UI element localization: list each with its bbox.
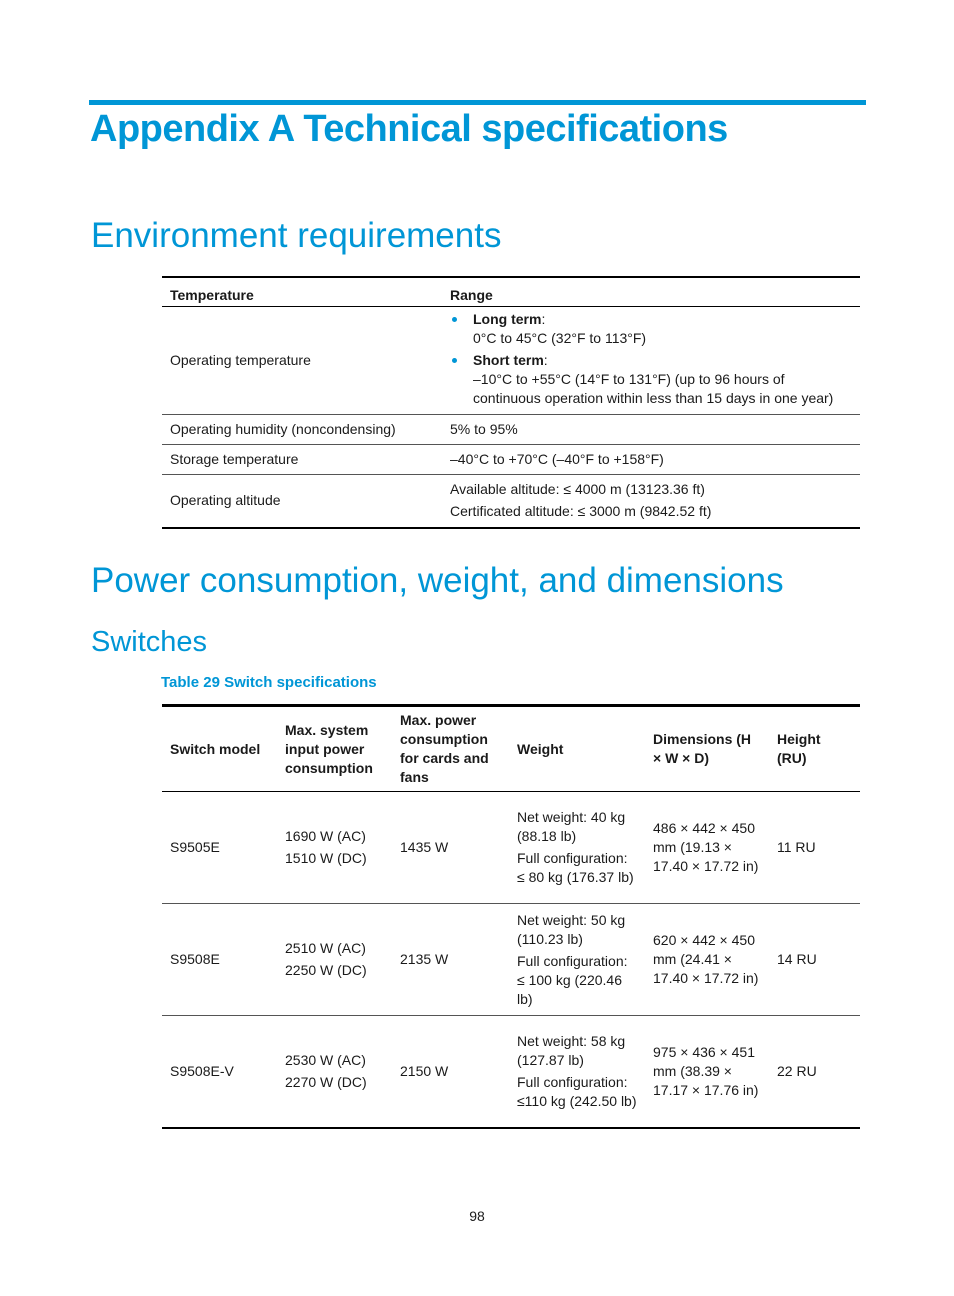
column-header-range: Range (442, 277, 860, 306)
power-ac: 1690 W (AC) (285, 828, 366, 844)
subsection-heading-switches: Switches (91, 626, 208, 658)
table-header-row (162, 706, 860, 792)
input-power-cell (277, 1016, 392, 1128)
certificated-altitude: Certificated altitude: ≤ 3000 m (9842.52 ft) (450, 503, 712, 520)
power-ac: 2510 W (AC) (285, 940, 366, 956)
input-power-cell (277, 792, 392, 904)
operating-temperature-range (442, 306, 860, 414)
table-row (162, 792, 860, 904)
appendix-title: Appendix A Technical specifications (90, 108, 728, 150)
long-term-label: Long term (473, 310, 542, 327)
dimensions-cell: 486 × 442 × 450 mm (19.13 × 17.40 × 17.72 in) (645, 792, 769, 904)
humidity-value: 5% to 95% (442, 414, 860, 444)
switch-model-cell: S9508E (162, 904, 277, 1016)
list-item: Short term: –10°C to +55°C (14°F to 131°F) (up to 96 hours of continuous operation within less than 15 days in one year) (450, 351, 852, 408)
temperature-bullet-list (450, 310, 852, 408)
power-dc: 2270 W (DC) (285, 1073, 367, 1090)
column-header-temperature: Temperature (162, 277, 442, 306)
cards-fans-power-cell: 2135 W (392, 904, 509, 1016)
dimensions-cell: 975 × 436 × 451 mm (38.39 × 17.17 × 17.76 in) (653, 1043, 759, 1098)
column-header-weight: Weight (509, 706, 645, 792)
weight-cell (509, 904, 645, 1016)
column-header-max-cards-fans-power: Max. power consumption for cards and fans (392, 706, 509, 792)
column-header-switch-model: Switch model (162, 706, 277, 792)
short-term-label: Short term (473, 351, 544, 368)
section-heading-environment: Environment requirements (91, 216, 502, 255)
dimensions-cell: 620 × 442 × 450 mm (24.41 × 17.40 × 17.72 in) (645, 904, 769, 1016)
column-header-max-system-input-power: Max. system input power consumption (277, 706, 392, 792)
switch-specifications-table (162, 704, 860, 1129)
environment-table (162, 276, 860, 529)
height-cell: 22 RU (777, 1062, 817, 1079)
full-configuration-weight: Full configuration: ≤110 kg (242.50 lb) (517, 1073, 637, 1109)
power-ac: 2530 W (AC) (285, 1051, 366, 1068)
row-label-operating-altitude: Operating altitude (170, 492, 281, 509)
page-number: 98 (469, 1208, 485, 1224)
storage-temperature-value: –40°C to +70°C (–40°F to +158°F) (442, 444, 860, 474)
height-cell: 14 RU (769, 904, 860, 1016)
power-dc: 2250 W (DC) (285, 962, 367, 978)
power-dc: 1510 W (DC) (285, 850, 367, 866)
row-label-humidity: Operating humidity (noncondensing) (162, 414, 442, 444)
input-power-cell (277, 904, 392, 1016)
net-weight: Net weight: 58 kg (127.87 lb) (517, 1032, 626, 1068)
full-configuration-weight: Full configuration: ≤ 80 kg (176.37 lb) (517, 850, 634, 885)
list-item: Long term: 0°C to 45°C (32°F to 113°F) (450, 310, 852, 348)
net-weight: Net weight: 50 kg (110.23 lb) (517, 911, 626, 947)
short-term-value: –10°C to +55°C (14°F to 131°F) (up to 96 hours of continuous operation within less than 15 days in one year) (473, 370, 834, 406)
table-row (162, 904, 860, 1016)
long-term-value: 0°C to 45°C (32°F to 113°F) (473, 329, 647, 346)
height-cell: 11 RU (769, 792, 860, 904)
table-row (162, 474, 860, 528)
table-row (162, 444, 860, 474)
cards-fans-power-cell: 2150 W (400, 1062, 449, 1079)
section-heading-power: Power consumption, weight, and dimensions (91, 561, 784, 600)
switch-model-cell: S9508E-V (170, 1062, 234, 1079)
weight-cell (509, 1016, 645, 1128)
weight-cell (509, 792, 645, 904)
cards-fans-power-cell: 1435 W (392, 792, 509, 904)
available-altitude: Available altitude: ≤ 4000 m (13123.36 ft) (450, 481, 705, 498)
full-configuration-weight: Full configuration: ≤ 100 kg (220.46 lb) (517, 952, 628, 1007)
net-weight: Net weight: 40 kg (88.18 lb) (517, 809, 626, 844)
row-label-storage-temperature: Storage temperature (162, 444, 442, 474)
row-label-operating-temperature: Operating temperature (162, 306, 442, 414)
table-caption: Table 29 Switch specifications (161, 674, 377, 691)
table-row (162, 414, 860, 444)
column-header-dimensions: Dimensions (H × W × D) (645, 706, 769, 792)
switch-model-cell: S9505E (162, 792, 277, 904)
table-header-row (162, 277, 860, 306)
table-row (162, 1016, 860, 1128)
column-header-height: Height (RU) (769, 706, 860, 792)
altitude-values (442, 474, 860, 528)
header-rule (89, 100, 866, 105)
table-row (162, 306, 860, 414)
